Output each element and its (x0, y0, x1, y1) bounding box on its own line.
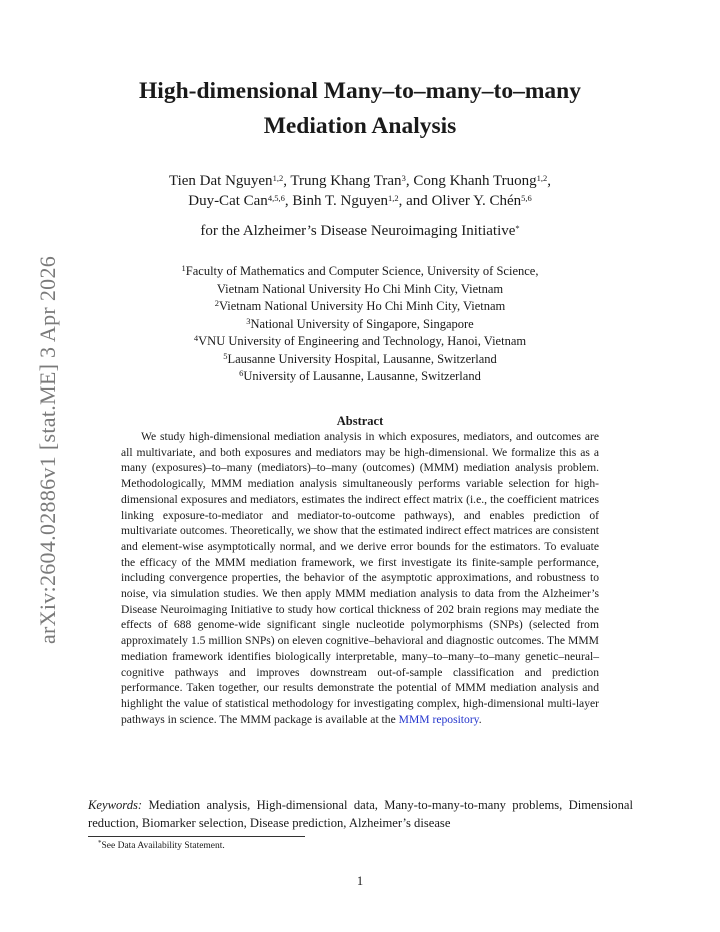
affiliation-item: $^4$VNU University of Engineering and Technology, Hanoi, Vietnam (193, 333, 527, 348)
title-line: Mediation Analysis (263, 113, 457, 139)
repository-link[interactable]: MMM repository (398, 712, 479, 726)
footnote-mark: * (98, 839, 102, 847)
paper-title (0, 74, 720, 144)
affiliation-item: $^6$University of Lausanne, Lausanne, Switzerland (239, 368, 481, 383)
affiliation-item: $^5$Lausanne University Hospital, Lausanne, Switzerland (223, 350, 497, 366)
author-list (0, 171, 720, 211)
keywords (88, 796, 633, 832)
author-line: Duy-Cat Can$^{4,5,6}$, Binh T. Nguyen$^{1,2}$, and Oliver Y. Chén$^{5,6}$ (188, 193, 532, 209)
affiliation-item: $^1$Faculty of Mathematics and Computer Science, University of Science, (181, 263, 539, 278)
author-name: Cong Khanh Truong (413, 173, 537, 189)
title-line: High-dimensional Many–to–many–to–many (139, 78, 581, 104)
footnote-mark: * (515, 223, 520, 233)
author-affiliation-mark: 4,5,6 (267, 193, 285, 203)
affiliation-item-continued: Vietnam National University Ho Chi Minh City, Vietnam (216, 281, 504, 296)
author-affiliation-mark: 5,6 (521, 193, 532, 203)
author-affiliation-mark: 1,2 (272, 173, 284, 183)
arxiv-identifier: arXiv:2604.02886v1 [stat.ME] 3 Apr 2026 (35, 255, 60, 645)
keywords-label: Keywords: (88, 798, 143, 812)
author-name: Tien Dat Nguyen (168, 173, 273, 189)
footnote-divider (88, 836, 305, 837)
author-line: Tien Dat Nguyen$^{1,2}$, Trung Khang Tran$^3$, Cong Khanh Truong$^{1,2}$, (168, 173, 552, 189)
author-affiliation-mark: 1,2 (388, 193, 399, 203)
abstract-heading: Abstract (336, 414, 384, 428)
author-name: Oliver Y. Chén (431, 193, 522, 209)
consortium-line: for the Alzheimer’s Disease Neuroimaging Initiative* (200, 223, 520, 239)
author-affiliation-mark: 3 (401, 173, 406, 183)
keywords-text: Mediation analysis, High-dimensional data, Many-to-many-to-many problems, Dimensional reduction, Biomarker selection, Disease prediction, Alzheimer’s disease (88, 798, 633, 830)
abstract-body: We study high-dimensional mediation analysis in which exposures, mediators, and outcomes are all multivariate, and both exposures and mediators may be high-dimensional. We formalize this as a many (exposures)–to–many (mediators)–to–many (outcomes) (MMM) mediation analysis problem. Methodologically, MMM mediation analysis simultaneously performs variable selection for high-dimensional exposures and mediators, estimates the indirect effect matrix (i.e., the coefficient matrices linking exposure-to-mediator and mediator-to-outcome pathways), and enables prediction of multivariate outcomes. Theoretically, we show that the estimated indirect effect matrices are consistent and element-wise asymptotically normal, and we derive error bounds for the estimators. To evaluate the efficacy of the MMM mediation framework, we first investigate its finite-sample performance, including convergence properties, the behavior of the asymptotic approximations, and robustness to noise, via simulation studies. We then apply MMM mediation analysis to data from the Alzheimer’s Disease Neuroimaging Initiative to study how cortical thickness of 202 brain regions may mediate the effects of 688 genome-wide significant single nucleotide polymorphisms (SNPs) (selected from approximately 1.5 million SNPs) on eleven cognitive–behavioral and diagnostic outcomes. The MMM mediation framework identifies biologically interpretable, many–to–many–to–many genetic–neural–cognitive pathways and improves downstream out-of-sample classification and prediction performance. Taken together, our results demonstrate the potential of MMM mediation analysis and highlight the value of statistical methodology for investigating complex, high-dimensional multi-layer pathways in science. The MMM package is available at the MMM repository. (121, 430, 599, 726)
author-affiliation-mark: 1,2 (536, 173, 548, 183)
author-name: Duy-Cat Can (188, 193, 268, 209)
affiliations (0, 263, 720, 386)
affiliation-item: $^2$Vietnam National University Ho Chi Minh City, Vietnam (214, 298, 506, 313)
author-name: Binh T. Nguyen (292, 193, 389, 209)
footnote: *See Data Availability Statement. (98, 839, 225, 851)
page-number: 1 (356, 874, 364, 888)
affiliation-item: $^3$National University of Singapore, Singapore (246, 315, 474, 331)
author-name: Trung Khang Tran (290, 173, 402, 189)
